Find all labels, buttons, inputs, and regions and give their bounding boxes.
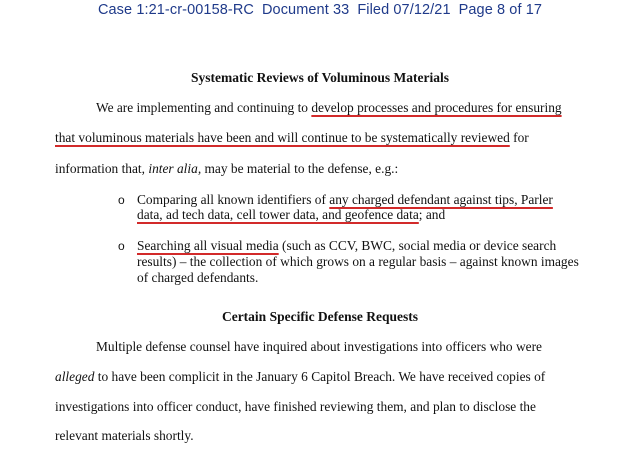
bullet-marker: o bbox=[118, 239, 125, 253]
highlighted-text: data, ad tech data, cell tower data, and geofence data bbox=[137, 207, 419, 222]
document-number: Document 33 bbox=[261, 2, 350, 18]
paragraph1-line3 bbox=[55, 161, 398, 177]
text-run: may be material to the defense, e.g.: bbox=[201, 161, 399, 176]
paragraph2-line2 bbox=[55, 369, 545, 385]
paragraph2-line3: investigations into officer conduct, have finished reviewing them, and plan to disclose the bbox=[55, 399, 536, 414]
paragraph1-line2 bbox=[55, 130, 529, 146]
highlighted-text: any charged defendant against tips, Parler bbox=[329, 192, 553, 207]
bullet2-line1 bbox=[137, 238, 556, 254]
bullet1-line2 bbox=[137, 207, 445, 223]
highlighted-text: that voluminous materials have been and will continue to be systematically reviewed bbox=[55, 130, 510, 145]
text-run: information that, bbox=[55, 161, 149, 176]
italic-text: alleged bbox=[55, 369, 95, 384]
bullet2-line3: of charged defendants. bbox=[137, 270, 259, 285]
bullet2-line2: results) – the collection of which grows on a regular basis – against known images bbox=[137, 254, 579, 269]
paragraph2-line4: relevant materials shortly. bbox=[55, 428, 194, 443]
filed-date: Filed 07/12/21 bbox=[357, 2, 451, 18]
text-run: We are implementing and continuing to bbox=[96, 100, 312, 115]
highlighted-text: develop processes and procedures for ensuring bbox=[311, 100, 562, 115]
text-run: for bbox=[509, 130, 529, 145]
italic-text: inter alia, bbox=[148, 161, 202, 176]
case-number: Case 1:21-cr-00158-RC bbox=[97, 2, 254, 18]
paragraph2-line1: Multiple defense counsel have inquired about investigations into officers who were bbox=[96, 339, 542, 354]
case-header bbox=[0, 2, 640, 18]
text-run: to have been complicit in the January 6 Capitol Breach. We have received copies of bbox=[94, 369, 546, 384]
bullet-marker: o bbox=[118, 193, 125, 207]
text-run: (such as CCV, BWC, social media or device search bbox=[278, 238, 557, 253]
page-number: Page 8 of 17 bbox=[458, 2, 543, 18]
text-run: ; and bbox=[418, 207, 446, 222]
section-title-defense-requests: Certain Specific Defense Requests bbox=[221, 309, 419, 324]
bullet1-line1 bbox=[137, 192, 553, 208]
section-title-systematic-reviews: Systematic Reviews of Voluminous Materials bbox=[191, 70, 449, 85]
highlighted-text: Searching all visual media bbox=[137, 238, 279, 253]
paragraph1-line1 bbox=[96, 100, 562, 116]
text-run: Comparing all known identifiers of bbox=[137, 192, 330, 207]
